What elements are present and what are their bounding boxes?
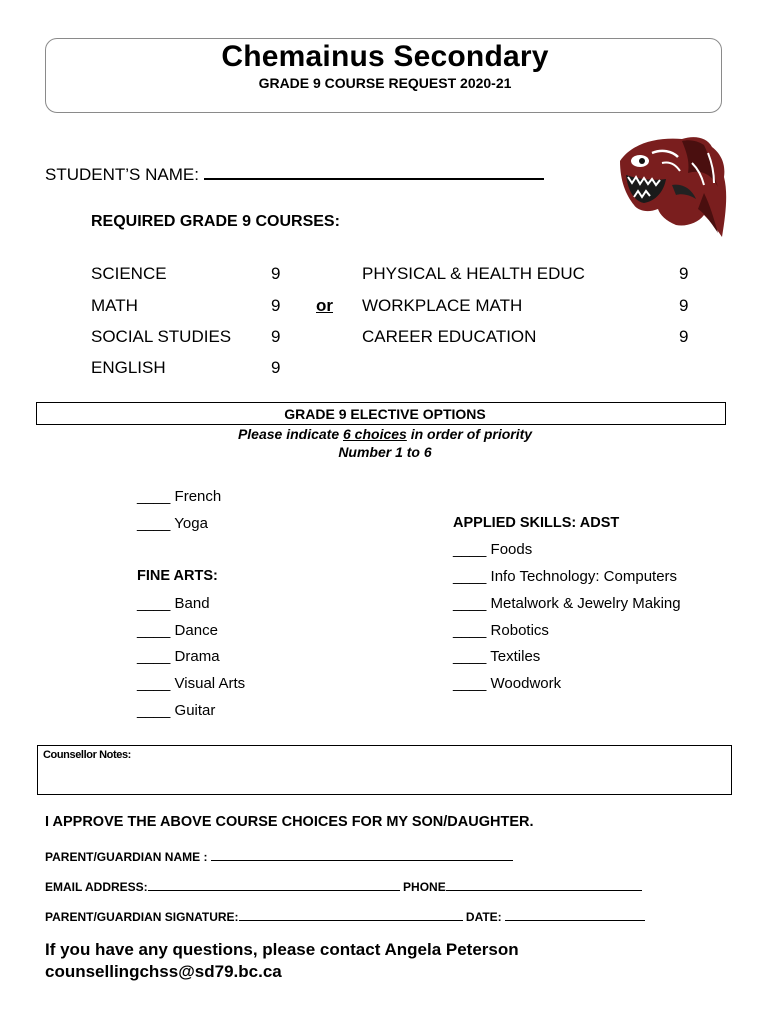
contact-email[interactable]: counsellingchss@sd79.bc.ca	[45, 962, 282, 981]
required-course-grade: 9	[679, 264, 689, 283]
student-name-row	[45, 165, 544, 185]
priority-blank[interactable]: ____	[137, 675, 171, 692]
number-range: Number 1 to 6	[338, 444, 432, 460]
required-course-name: MATH	[91, 296, 138, 315]
required-course-grade: 9	[271, 327, 281, 346]
priority-blank[interactable]: ____	[137, 488, 171, 505]
required-course-grade: 9	[679, 327, 689, 346]
required-course-name: SOCIAL STUDIES	[91, 327, 232, 346]
elective-option-foods: ____ Foods	[453, 541, 533, 558]
priority-blank[interactable]: ____	[137, 702, 171, 719]
required-course-grade: 9	[271, 296, 281, 315]
elective-option-drama: ____ Drama	[137, 648, 220, 665]
elective-option-robotics: ____ Robotics	[453, 622, 549, 639]
elective-title: GRADE 9 ELECTIVE OPTIONS	[284, 406, 486, 422]
elective-option-info-tech: ____ Info Technology: Computers	[453, 568, 678, 585]
or-label: or	[316, 296, 333, 315]
signature-date-row	[45, 910, 645, 924]
date-label: DATE:	[462, 910, 506, 924]
student-name-label: STUDENT’S NAME:	[45, 165, 204, 184]
required-course-grade: 9	[679, 296, 689, 315]
required-course-name: CAREER EDUCATION	[362, 327, 537, 346]
priority-blank[interactable]: ____	[453, 648, 487, 665]
elective-option-band: ____ Band	[137, 595, 210, 612]
approval-statement: I APPROVE THE ABOVE COURSE CHOICES FOR MY SON/DAUGHTER.	[45, 814, 534, 830]
elective-option-textiles: ____ Textiles	[453, 648, 541, 665]
elective-instruction: Please indicate 6 choices in order of priority	[237, 426, 533, 442]
school-name: Chemainus Secondary	[221, 40, 549, 73]
elective-option-french: ____ French	[137, 488, 222, 505]
email-label: EMAIL ADDRESS:	[45, 880, 148, 894]
priority-blank[interactable]: ____	[453, 541, 487, 558]
priority-blank[interactable]: ____	[137, 648, 171, 665]
priority-blank[interactable]: ____	[453, 595, 487, 612]
form-subtitle: GRADE 9 COURSE REQUEST 2020-21	[258, 75, 512, 91]
priority-blank[interactable]: ____	[453, 622, 487, 639]
required-course-name: SCIENCE	[91, 264, 167, 283]
required-course-grade: 9	[271, 264, 281, 283]
contact-line: If you have any questions, please contact Angela Peterson	[45, 940, 519, 959]
elective-option-woodwork: ____ Woodwork	[453, 675, 562, 692]
counsellor-notes-box[interactable]	[37, 745, 732, 795]
wolverine-mascot-icon	[612, 133, 732, 245]
priority-blank[interactable]: ____	[453, 568, 487, 585]
signature-label: PARENT/GUARDIAN SIGNATURE:	[45, 910, 239, 924]
applied-skills-heading: APPLIED SKILLS: ADST	[453, 515, 620, 531]
parent-name-row	[45, 850, 513, 864]
elective-option-dance: ____ Dance	[137, 622, 218, 639]
priority-blank[interactable]: ____	[137, 515, 171, 532]
parent-name-label: PARENT/GUARDIAN NAME :	[45, 850, 211, 864]
elective-option-guitar: ____ Guitar	[137, 702, 216, 719]
required-courses-heading: REQUIRED GRADE 9 COURSES:	[91, 213, 340, 230]
required-course-grade: 9	[271, 358, 281, 377]
priority-blank[interactable]: ____	[137, 595, 171, 612]
parent-name-field[interactable]	[211, 850, 513, 861]
required-course-name: WORKPLACE MATH	[362, 296, 523, 315]
required-course-name: ENGLISH	[91, 358, 166, 377]
phone-field[interactable]	[446, 880, 642, 891]
student-name-field[interactable]	[204, 166, 544, 180]
required-course-name: PHYSICAL & HEALTH EDUC	[362, 264, 585, 283]
date-field[interactable]	[505, 910, 645, 921]
email-phone-row	[45, 880, 642, 894]
choice-count: 6 choices	[343, 426, 407, 442]
priority-blank[interactable]: ____	[453, 675, 487, 692]
elective-option-yoga: ____ Yoga	[137, 515, 208, 532]
signature-field[interactable]	[239, 910, 463, 921]
priority-blank[interactable]: ____	[137, 622, 171, 639]
phone-label: PHONE	[399, 880, 446, 894]
email-field[interactable]	[148, 880, 400, 891]
counsellor-notes-label: Counsellor Notes:	[43, 749, 131, 761]
elective-option-metalwork: ____ Metalwork & Jewelry Making	[453, 595, 681, 612]
elective-option-visual-arts: ____ Visual Arts	[137, 675, 246, 692]
fine-arts-heading: FINE ARTS:	[137, 568, 218, 584]
